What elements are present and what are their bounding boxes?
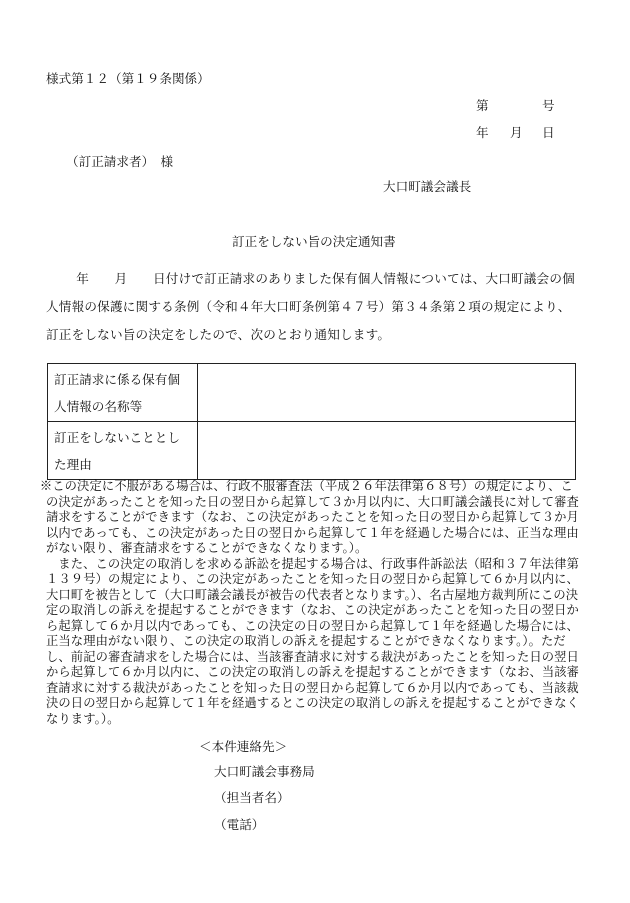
contact-person: （担当者名）	[214, 790, 290, 805]
form-number: 様式第１２（第１９条関係）	[46, 71, 210, 86]
date-day-label: 日	[542, 125, 555, 140]
table-value-info-name	[198, 364, 576, 422]
notes-section	[39, 479, 584, 727]
table-label-reason: 訂正をしないこととした理由	[48, 422, 198, 480]
table-row	[48, 364, 576, 422]
doc-number-label-left: 第	[476, 98, 489, 113]
date-year-label: 年	[476, 125, 489, 140]
document-title: 訂正をしない旨の決定通知書	[232, 234, 396, 249]
note-appeal: ※この決定に不服がある場合は、行政不服審査法（平成２６年法律第６８号）の規定により、この決定があったことを知った日の翌日から起算して３か月以内に、大口町議会議長に対して審査請求をすることができます（なお、この決定があったことを知った日の翌日から起算して３か月以内であっても、この決定があった日の翌日から起算して１年を経過した場合には、正当な理由がない限り、審査請求をすることができなくなります。）。	[39, 479, 579, 555]
note-lawsuit: また、この決定の取消しを求める訴訟を提起する場合は、行政事件訴訟法（昭和３７年法律第１３９号）の規定により、この決定があったことを知った日の翌日から起算して６か月以内に、大口町を被告として（大口町議会議長が被告の代表者となります。）、名古屋地方裁判所にこの決定の取消しの訴えを提起することができます（なお、この決定があったことを知った日の翌日から起算して６か月以内であっても、この決定の日の翌日から起算して１年を経過した場合には、正当な理由がない限り、この決定の取消しの訴えを提起することができなくなります。）。ただし、前記の審査請求をした場合には、当該審査請求に対する裁決があったことを知った日の翌日から起算して６か月以内に、この決定の取消しの訴えを提起することができます（なお、当該審査請求に対する裁決があったことを知った日の翌日から起算して６か月以内であっても、当該裁決の日の翌日から起算して１年を経過するとこの決定の取消しの訴えを提起することができなくなります。）。	[46, 556, 580, 726]
table-value-reason	[198, 422, 576, 480]
date-month-label: 月	[510, 125, 523, 140]
addressee: （訂正請求者） 様	[66, 154, 174, 169]
table-row	[48, 422, 576, 480]
body-paragraph: 年 月 日付けで訂正請求のありました保有個人情報については、大口町議会の個人情報の保護に関する条例（令和４年大口町条例第４７号）第３４条第２項の規定により、訂正をしない旨の決定をしたので、次のとおり通知します。	[46, 271, 575, 342]
contact-heading: ＜本件連絡先＞	[199, 739, 288, 754]
contact-phone: （電話）	[214, 817, 265, 832]
issuer: 大口町議会議長	[383, 179, 472, 194]
info-table	[47, 363, 576, 480]
doc-number-label-right: 号	[542, 98, 555, 113]
contact-office: 大口町議会事務局	[214, 764, 315, 779]
table-label-info-name: 訂正請求に係る保有個人情報の名称等	[48, 364, 198, 422]
